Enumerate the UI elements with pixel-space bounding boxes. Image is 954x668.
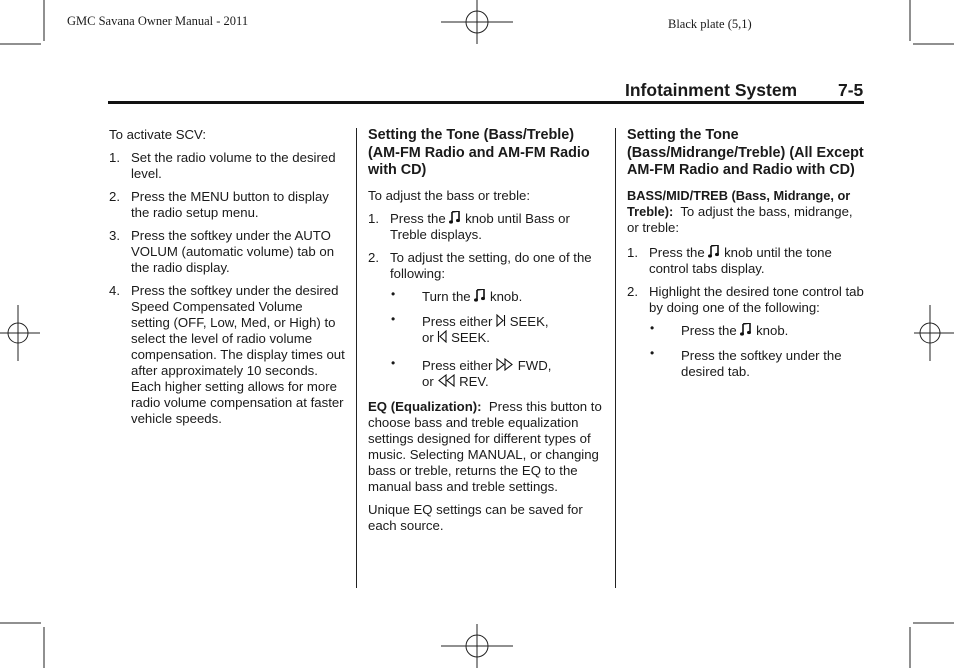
manual-title: GMC Savana Owner Manual - 2011 <box>67 14 249 28</box>
rewind-icon <box>437 374 455 387</box>
fast-forward-icon <box>496 358 514 371</box>
tone-bmt-heading: Setting the Tone (Bass/Midrange/Treble) (All Except AM-FM Radio and Radio with CD) <box>627 127 864 178</box>
list-item: 1. Press the knob until Bass or Treble displays. <box>368 210 570 242</box>
list-item: 2. Press the MENU button to display the radio setup menu. <box>109 189 329 220</box>
unique-eq-paragraph: Unique EQ settings can be saved for each source. <box>368 501 583 533</box>
tune-note-icon <box>449 211 461 224</box>
column-divider-2 <box>615 128 616 588</box>
column-2 <box>368 127 604 541</box>
tone-bass-treble-heading: Setting the Tone (Bass/Treble) (AM-FM Radio and AM-FM Radio with CD) <box>368 127 590 178</box>
list-item: 3. Press the softkey under the AUTO VOLUM (automatic volume) tab on the radio display. <box>109 228 335 275</box>
header-rule <box>108 101 864 104</box>
list-item: 4. Press the softkey under the desired Speed Compensated Volume setting (OFF, Low, Med, or High) to select the level of radio volume compensation. The display times out after approximately 10 seconds. Each higher setting allows for more radio volume compensation at faster vehicle speeds. <box>109 283 345 426</box>
column-3 <box>627 127 867 389</box>
eq-paragraph: EQ (Equalization): Press this button to choose bass and treble equalization settings designed for different types of music. Selecting MANUAL, or changing bass or treble, returns the EQ to the manual bass and treble settings. <box>368 398 602 494</box>
bullet-item: • Turn the knob. <box>391 286 523 304</box>
seek-up-icon <box>496 314 506 327</box>
tune-note-icon <box>740 323 752 336</box>
list-item: 2. Highlight the desired tone control tab by doing one of the following: <box>627 283 864 315</box>
column-1 <box>109 127 345 434</box>
bmt-paragraph: BASS/MID/TREB (Bass, Midrange, or Treble): To adjust the bass, midrange, or treble: <box>627 187 853 235</box>
section-title: Infotainment System <box>625 80 798 100</box>
plate-label: Black plate (5,1) <box>668 17 752 31</box>
bass-treble-intro: To adjust the bass or treble: <box>368 187 531 203</box>
bullet-item: • Press either SEEK, or SEEK. <box>391 311 549 345</box>
list-item: 1. Press the knob until the tone control tabs display. <box>627 244 832 276</box>
bullet-item: • Press the knob. <box>650 320 789 338</box>
list-item: 2. To adjust the setting, do one of the following: <box>368 249 592 281</box>
bullet-item: • Press the softkey under the desired tab. <box>650 345 842 379</box>
tune-note-icon <box>474 289 486 302</box>
column-divider-1 <box>356 128 357 588</box>
page-number: 7-5 <box>838 80 864 100</box>
scv-intro: To activate SCV: <box>109 127 206 142</box>
bullet-item: • Press either FWD, or REV. <box>391 355 552 389</box>
tune-note-icon <box>708 245 720 258</box>
seek-down-icon <box>437 330 447 343</box>
list-item: 1. Set the radio volume to the desired level. <box>109 150 336 181</box>
